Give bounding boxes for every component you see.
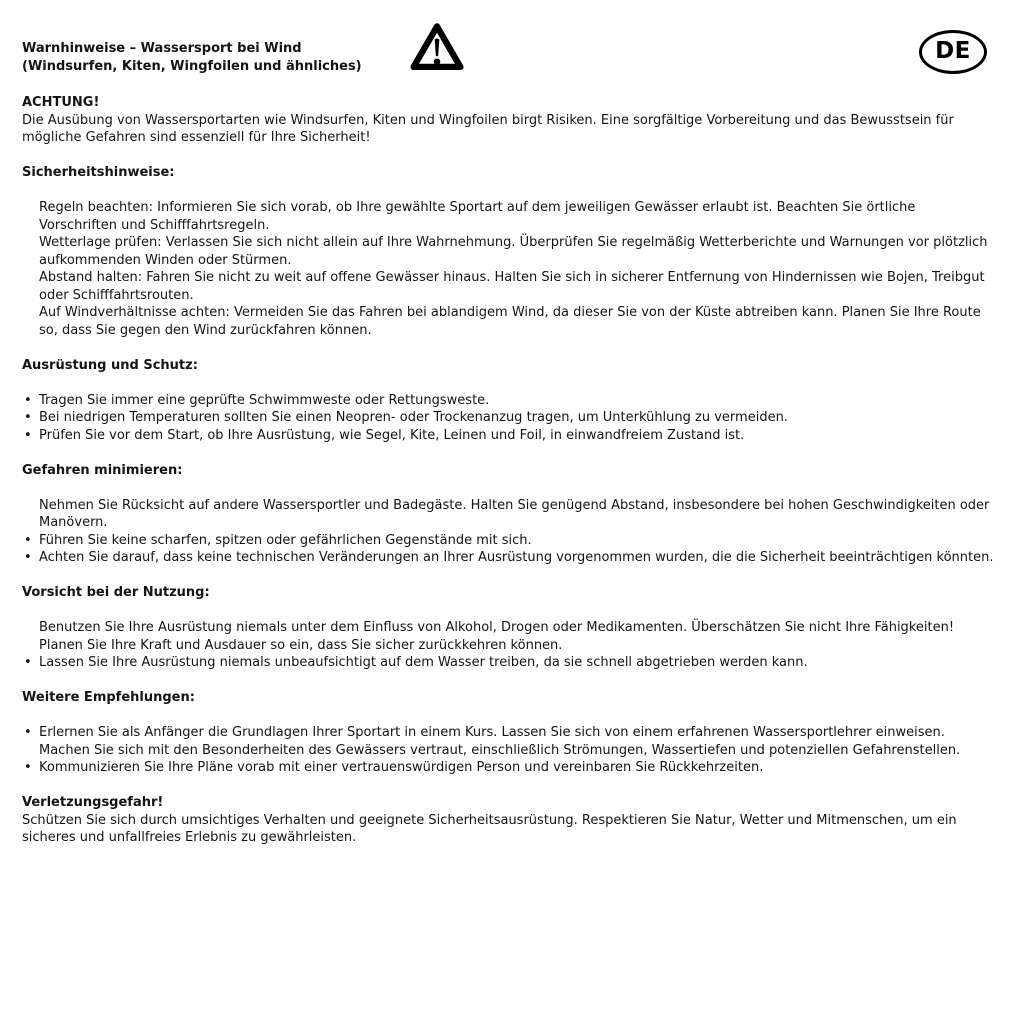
section xyxy=(22,164,995,339)
bullet-item: • Achten Sie darauf, dass keine technischen Veränderungen an Ihrer Ausrüstung vorgenommen wurden, die die Sicherheit beeinträchtigen könnten. xyxy=(22,549,995,567)
bullet-item: • Kommunizieren Sie Ihre Pläne vorab mit einer vertrauenswürdigen Person und vereinbaren Sie Rückkehrzeiten. xyxy=(22,759,995,777)
bullet-item: • Lassen Sie Ihre Ausrüstung niemals unbeaufsichtigt auf dem Wasser treiben, da sie schnell abgetrieben werden kann. xyxy=(22,654,995,672)
bullet-list xyxy=(22,532,995,567)
section xyxy=(22,584,995,672)
warning-triangle-icon xyxy=(410,18,464,78)
bullet-list xyxy=(22,759,995,777)
bullet-item: • Prüfen Sie vor dem Start, ob Ihre Ausrüstung, wie Segel, Kite, Leinen und Foil, in einwandfreiem Zustand ist. xyxy=(22,427,995,445)
language-badge xyxy=(919,30,987,74)
section-heading: Verletzungsgefahr! xyxy=(22,795,164,810)
section-heading: ACHTUNG! xyxy=(22,95,100,110)
indented-paragraph: Benutzen Sie Ihre Ausrüstung niemals unter dem Einfluss von Alkohol, Drogen oder Medikamenten. Überschätzen Sie nicht Ihre Fähigkeiten! Planen Sie Ihre Kraft und Ausdauer so ein, dass Sie sicher zurückkehren können. xyxy=(39,620,955,653)
bullet-list xyxy=(22,724,995,742)
document-body xyxy=(22,94,995,847)
paragraph: Die Ausübung von Wassersportarten wie Windsurfen, Kiten und Wingfoilen birgt Risiken. Eine sorgfältige Vorbereitung und das Bewusstsein für mögliche Gefahren sind essenziell für Ihre Sicherheit! xyxy=(22,112,954,145)
section xyxy=(22,462,995,567)
indented-paragraph: Nehmen Sie Rücksicht auf andere Wassersportler und Badegäste. Halten Sie genügend Abstand, insbesondere bei hohen Geschwindigkeiten oder Manövern. xyxy=(39,497,990,530)
language-badge-label: DE xyxy=(935,38,971,65)
bullet-item: • Führen Sie keine scharfen, spitzen oder gefährlichen Gegenstände mit sich. xyxy=(22,532,995,550)
indented-paragraph: Machen Sie sich mit den Besonderheiten des Gewässers vertraut, einschließlich Strömungen, Wassertiefen und potenziellen Gefahrenstellen. xyxy=(39,742,961,758)
section-heading: Vorsicht bei der Nutzung: xyxy=(22,585,210,600)
section-heading: Sicherheitshinweise: xyxy=(22,165,175,180)
section-heading: Gefahren minimieren: xyxy=(22,462,183,478)
indented-paragraph: Abstand halten: Fahren Sie nicht zu weit auf offene Gewässer hinaus. Halten Sie sich in sicherer Entfernung von Hindernissen wie Bojen, Treibgut oder Schifffahrtsrouten. xyxy=(39,270,985,303)
indented-paragraph: Auf Windverhältnisse achten: Vermeiden Sie das Fahren bei ablandigem Wind, da dieser Sie von der Küste abtreiben kann. Planen Sie Ihre Route so, dass Sie gegen den Wind zurückfahren können. xyxy=(39,305,981,338)
title-line-2: (Windsurfen, Kiten, Wingfoilen und ähnliches) xyxy=(22,58,362,74)
section-heading: Ausrüstung und Schutz: xyxy=(22,357,198,373)
section-heading: Weitere Empfehlungen: xyxy=(22,690,195,705)
section xyxy=(22,357,995,445)
bullet-list xyxy=(22,654,995,672)
document-header xyxy=(0,0,1020,94)
bullet-list xyxy=(22,392,995,445)
section xyxy=(22,94,995,147)
document-title xyxy=(22,40,362,75)
section xyxy=(22,794,995,847)
bullet-item: • Tragen Sie immer eine geprüfte Schwimmweste oder Rettungsweste. xyxy=(22,392,995,410)
indented-paragraph: Regeln beachten: Informieren Sie sich vorab, ob Ihre gewählte Sportart auf dem jeweiligen Gewässer erlaubt ist. Beachten Sie örtliche Vorschriften und Schifffahrtsregeln. xyxy=(39,200,916,233)
title-line-1: Warnhinweise – Wassersport bei Wind xyxy=(22,41,302,56)
paragraph: Schützen Sie sich durch umsichtiges Verhalten und geeignete Sicherheitsausrüstung. Respektieren Sie Natur, Wetter und Mitmenschen, um ein sicheres und unfallfreies Erlebnis zu gewährleisten. xyxy=(22,812,957,845)
section xyxy=(22,689,995,777)
bullet-item: • Erlernen Sie als Anfänger die Grundlagen Ihrer Sportart in einem Kurs. Lassen Sie sich von einem erfahrenen Wassersportlehrer einweisen. xyxy=(22,724,995,742)
indented-paragraph: Wetterlage prüfen: Verlassen Sie sich nicht allein auf Ihre Wahrnehmung. Überprüfen Sie regelmäßig Wetterberichte und Warnungen vor plötzlich aufkommenden Winden oder Stürmen. xyxy=(39,235,988,268)
bullet-item: • Bei niedrigen Temperaturen sollten Sie einen Neopren- oder Trockenanzug tragen, um Unterkühlung zu vermeiden. xyxy=(22,409,995,427)
